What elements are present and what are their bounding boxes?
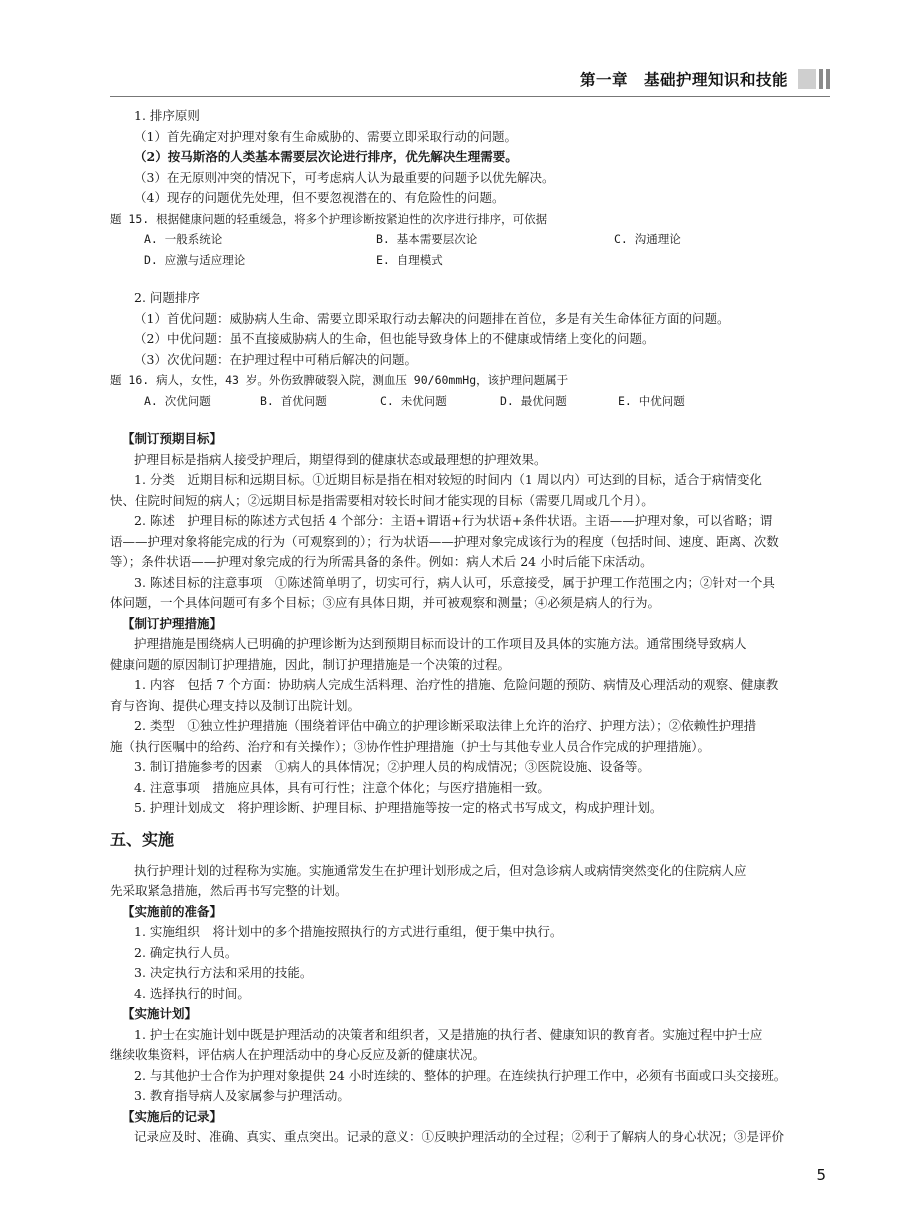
paragraph: 1. 内容 包括 7 个方面：协助病人完成生活料理、治疗性的措施、危险问题的预防、病情及心理活动的观察、健康教 [134, 677, 779, 692]
paragraph: 语——护理对象将能完成的行为（可观察到的）；行为状语——护理对象完成该行为的程度（包括时间、速度、距离、次数 [110, 533, 779, 549]
running-header [580, 66, 830, 92]
paragraph: （1）首先确定对护理对象有生命威胁的、需要立即采取行动的问题。 [134, 128, 517, 144]
chapter-title: 第一章 基础护理知识和技能 [579, 71, 788, 89]
section-heading: 【实施前的准备】 [122, 903, 223, 919]
chapter-section-title: 五、实施 [110, 829, 175, 849]
paragraph: 2. 陈述 护理目标的陈述方式包括 4 个部分：主语+谓语+行为状语+条件状语。主语——护理对象，可以省略；谓 [134, 513, 773, 528]
paragraph: 育与咨询、提供心理支持以及制订出院计划。 [110, 697, 361, 713]
section-heading: 【制订预期目标】 [122, 431, 223, 446]
paragraph: 等）；条件状语——护理对象完成的行为所需具备的条件。例如：病人术后 24 小时后能下床活动。 [110, 554, 653, 569]
option: C. 沟通理论 [614, 232, 681, 246]
paragraph: 执行护理计划的过程称为实施。实施通常发生在护理计划形成之后，但对急诊病人或病情突然变化的住院病人应 [134, 862, 747, 878]
paragraph: 1. 实施组织 将计划中的多个措施按照执行的方式进行重组，便于集中执行。 [134, 924, 563, 939]
question-16: 题 16. 病人，女性，43 岁。外伤致脾破裂入院，测血压 90/60mmHg，该护理问题属于 [110, 373, 569, 387]
question-15-options-row2 [110, 250, 810, 271]
paragraph: 4. 注意事项 措施应具体，具有可行性；注意个体化；与医疗措施相一致。 [134, 779, 550, 795]
paragraph: 1. 分类 近期目标和远期目标。①近期目标是指在相对较短的时间内（1 周以内）可达到的目标，适合于病情变化 [134, 472, 762, 487]
paragraph: 护理措施是围绕病人已明确的护理诊断为达到预期目标而设计的工作项目及具体的实施方法。通常围绕导致病人 [134, 636, 747, 651]
paragraph: 5. 护理计划成文 将护理诊断、护理目标、护理措施等按一定的格式书写成文，构成护理计划。 [134, 800, 663, 815]
paragraph: 2. 问题排序 [134, 290, 200, 305]
paragraph: 继续收集资料，评估病人在护理活动中的身心反应及新的健康状况。 [110, 1047, 486, 1062]
paragraph: 4. 选择执行的时间。 [134, 985, 250, 1001]
paragraph: 3. 制订措施参考的因素 ①病人的具体情况；②护理人员的构成情况；③医院设施、设备等。 [134, 759, 650, 774]
paragraph: 先采取紧急措施，然后再书写完整的计划。 [110, 883, 348, 898]
section-heading: 【实施后的记录】 [122, 1108, 223, 1124]
paragraph: （1）首优问题：威胁病人生命、需要立即采取行动去解决的问题排在首位，多是有关生命体征方面的问题。 [134, 310, 730, 326]
paragraph: 3. 决定执行方法和采用的技能。 [134, 965, 313, 980]
page-body [110, 106, 810, 1148]
paragraph: 体问题，一个具体问题可有多个目标；③应有具体日期，并可被观察和测量；④必须是病人的行为。 [110, 595, 661, 610]
paragraph: 1. 护士在实施计划中既是护理活动的决策者和组织者，又是措施的执行者、健康知识的教育者。实施过程中护士应 [134, 1026, 763, 1042]
section-heading: 【实施计划】 [122, 1006, 198, 1021]
paragraph: 2. 与其他护士合作为护理对象提供 24 小时连续的、整体的护理。在连续执行护理工作中，必须有书面或口头交接班。 [134, 1067, 787, 1083]
question-16-options [110, 391, 810, 412]
paragraph: 2. 类型 ①独立性护理措施（围绕着评估中确立的护理诊断采取法律上允许的治疗、护理方法）；②依赖性护理措 [134, 718, 757, 733]
section-heading: 【制订护理措施】 [122, 615, 223, 631]
paragraph: 护理目标是指病人接受护理后，期望得到的健康状态或最理想的护理效果。 [134, 451, 547, 467]
option: A. 一般系统论 [144, 232, 223, 246]
question-15-options-row1 [110, 229, 810, 250]
option: C. 未优问题 [380, 393, 447, 408]
header-decoration [798, 69, 830, 89]
option: E. 中优问题 [618, 393, 685, 408]
paragraph: （3）次优问题：在护理过程中可稍后解决的问题。 [134, 351, 417, 367]
option: D. 应激与适应理论 [144, 252, 246, 267]
paragraph: 3. 陈述目标的注意事项 ①陈述简单明了，切实可行，病人认可，乐意接受，属于护理工作范围之内；②针对一个具 [134, 574, 775, 590]
option: B. 基本需要层次论 [376, 232, 478, 246]
paragraph: （2）中优问题：虽不直接威胁病人的生命，但也能导致身体上的不健康或情绪上变化的问题。 [134, 331, 655, 346]
paragraph: 记录应及时、准确、真实、重点突出。记录的意义：①反映护理活动的全过程；②利于了解病人的身心状况；③是评价 [134, 1129, 785, 1144]
question-15: 题 15. 根据健康问题的轻重缓急，将多个护理诊断按紧迫性的次序进行排序，可依据 [110, 211, 548, 226]
option: A. 次优问题 [144, 393, 211, 408]
paragraph: （2）按马斯洛的人类基本需要层次论进行排序，优先解决生理需要。 [134, 149, 518, 164]
header-rule [110, 96, 830, 97]
paragraph: 3. 教育指导病人及家属参与护理活动。 [134, 1088, 350, 1103]
paragraph: （4）现存的问题优先处理，但不要忽视潜在的、有危险性的问题。 [134, 190, 505, 205]
page-number: 5 [816, 1166, 826, 1184]
paragraph: （3）在无原则冲突的情况下，可考虑病人认为最重要的问题予以优先解决。 [134, 169, 555, 185]
option: B. 首优问题 [260, 393, 327, 408]
option: D. 最优问题 [500, 393, 567, 408]
paragraph: 1. 排序原则 [134, 108, 200, 123]
paragraph: 快、住院时间短的病人；②远期目标是指需要相对较长时间才能实现的目标（需要几周或几个月）。 [110, 492, 654, 508]
option: E. 自理模式 [376, 252, 443, 267]
paragraph: 2. 确定执行人员。 [134, 944, 238, 960]
paragraph: 施（执行医嘱中的给药、治疗和有关操作）；③协作性护理措施（护士与其他专业人员合作完成的护理措施）。 [110, 738, 711, 754]
paragraph: 健康问题的原因制订护理措施，因此，制订护理措施是一个决策的过程。 [110, 656, 511, 672]
